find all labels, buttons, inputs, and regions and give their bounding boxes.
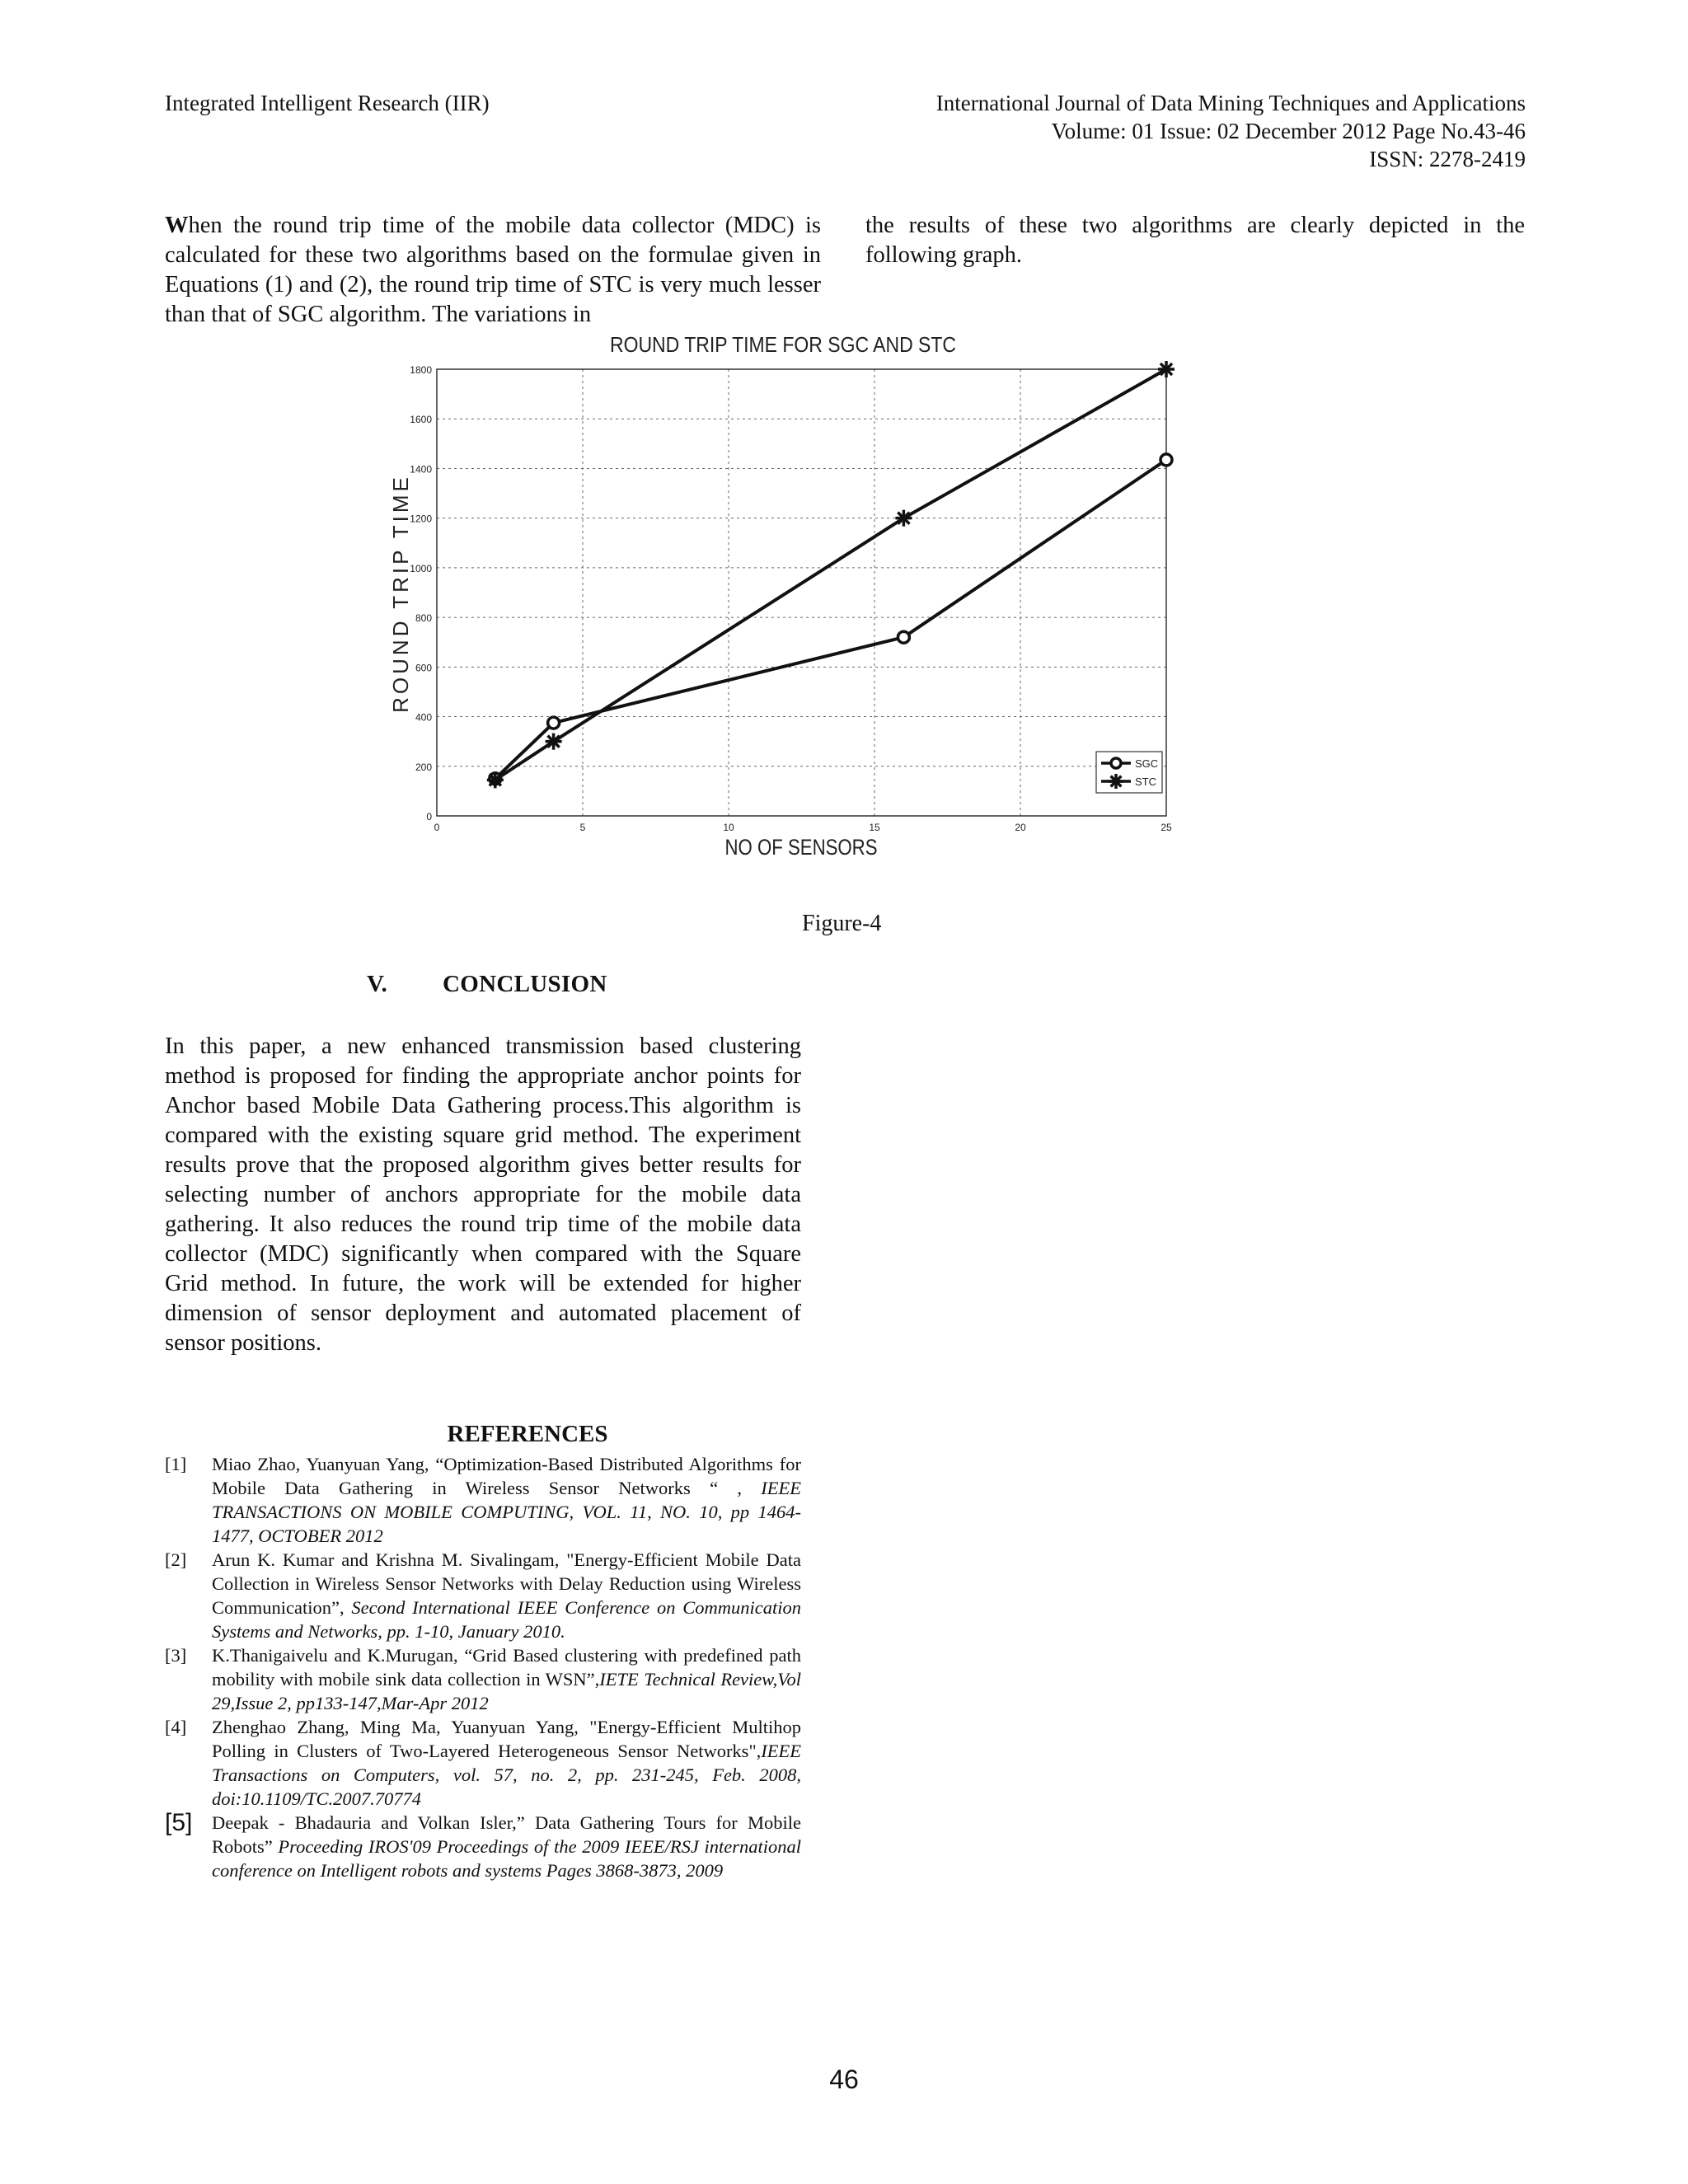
data-point-sgc: [898, 631, 909, 643]
reference-authors-title: Deepak - Bhadauria and Volkan Isler,” Data Gathering Tours for Mobile Robots”: [212, 1812, 801, 1857]
reference-venue: IEEE TRANSACTIONS ON MOBILE COMPUTING, VOL. 11, NO. 10, pp 1464-1477, OCTOBER 2012: [212, 1478, 801, 1546]
data-point-stc: [546, 733, 562, 750]
chart-title: ROUND TRIP TIME FOR SGC AND STC: [610, 332, 956, 357]
data-point-sgc: [1160, 454, 1172, 466]
reference-number: [4]: [165, 1717, 187, 1737]
reference-text: [212, 1548, 801, 1643]
journal-info: [784, 89, 1526, 173]
page-number: 46: [829, 2064, 859, 2094]
references-list: [165, 1452, 801, 1882]
y-tick-label: 0: [426, 811, 432, 823]
reference-item: [165, 1643, 801, 1715]
reference-item: [165, 1452, 801, 1548]
x-tick-label: 0: [434, 822, 440, 833]
journal-issn: ISSN: 2278-2419: [1369, 147, 1526, 171]
intro-paragraph-right: the results of these two algorithms are clearly depicted in the following graph.: [865, 213, 1525, 268]
data-point-stc: [487, 771, 504, 788]
reference-text: [212, 1811, 801, 1882]
conclusion-paragraph: In this paper, a new enhanced transmission based clustering method is proposed for finding the appropriate anchor points for Anchor based Mobile Data Gathering process.This algorithm is compared with the existing square grid method. The experiment results prove that the proposed algorithm gives better results for selecting number of anchors appropriate for the mobile data gathering. It also reduces the round trip time of the mobile data collector (MDC) significantly when compared with the Square Grid method. In future, the work will be extended for higher dimension of sensor deployment and automated placement of sensor positions.: [165, 1033, 801, 1356]
legend-label: STC: [1135, 776, 1156, 788]
x-tick-label: 5: [579, 822, 586, 833]
journal-title: International Journal of Data Mining Techniques and Applications: [935, 91, 1526, 115]
x-tick-label: 10: [723, 822, 734, 833]
series-layer: [487, 361, 1175, 788]
y-axis-ticks: [410, 364, 432, 823]
x-axis-ticks: [434, 822, 1172, 833]
reference-number: [3]: [165, 1645, 187, 1666]
reference-text: [212, 1715, 801, 1811]
y-tick-label: 600: [415, 662, 432, 674]
reference-authors-title: Miao Zhao, Yuanyuan Yang, “Optimization-Based Distributed Algorithms for Mobile Data Gathering in Wireless Sensor Networks “ ,: [212, 1454, 801, 1498]
data-point-stc: [1158, 361, 1175, 377]
reference-authors-title: Arun K. Kumar and Krishna M. Sivalingam, "Energy-Efficient Mobile Data Collection in Wireless Sensor Networks with Delay Reduction using Wireless Communication”,: [212, 1549, 801, 1618]
reference-item: [165, 1715, 801, 1811]
reference-venue: IETE Technical Review,Vol 29,Issue 2, pp133-147,Mar-Apr 2012: [212, 1669, 801, 1713]
x-tick-label: 20: [1015, 822, 1026, 833]
series-line-stc: [495, 369, 1166, 780]
data-point-stc: [895, 510, 912, 527]
intro-left-text: hen the round trip time of the mobile data collector (MDC) is calculated for these two algorithms based on the formulae given in Equations (1) and (2), the round trip time of STC is very much lesser than that of SGC algorithm. The variations in: [165, 213, 821, 327]
y-tick-label: 1600: [410, 414, 432, 426]
y-tick-label: 400: [415, 711, 432, 724]
x-tick-label: 25: [1160, 822, 1172, 833]
section-heading: [367, 971, 607, 998]
journal-short-name: Integrated Intelligent Research (IIR): [165, 91, 490, 115]
section-number: V.: [367, 971, 388, 997]
reference-number: [2]: [165, 1549, 187, 1570]
y-axis-label: ROUND TRIP TIME: [388, 474, 413, 713]
reference-authors-title: Zhenghao Zhang, Ming Ma, Yuanyuan Yang, "Energy-Efficient Multihop Polling in Clusters of Two-Layered Heterogeneous Sensor Networks",: [212, 1717, 801, 1761]
reference-venue: Proceeding IROS'09 Proceedings of the 2009 IEEE/RSJ international conference on Intelligent robots and systems Pages 3868-3873, 2009: [212, 1836, 801, 1881]
reference-number: [1]: [165, 1454, 187, 1474]
drop-letter: W: [165, 213, 189, 238]
y-tick-label: 200: [415, 761, 432, 773]
legend-marker-circle: [1111, 758, 1121, 768]
chart-legend: [1096, 752, 1162, 793]
y-tick-label: 1800: [410, 364, 432, 376]
references-heading: REFERENCES: [447, 1421, 608, 1447]
reference-venue: IEEE Transactions on Computers, vol. 57, no. 2, pp. 231-245, Feb. 2008, doi:10.1109/TC.2007.70774: [212, 1741, 801, 1809]
reference-item: [165, 1811, 801, 1882]
reference-venue: Second International IEEE Conference on Communication Systems and Networks, pp. 1-10, January 2010.: [212, 1597, 801, 1642]
plot-area-frame: [437, 369, 1166, 816]
reference-authors-title: K.Thanigaivelu and K.Murugan, “Grid Based clustering with predefined path mobility with mobile sink data collection in WSN”,: [212, 1645, 801, 1690]
data-point-sgc: [548, 717, 560, 729]
y-tick-label: 1400: [410, 463, 432, 476]
legend-marker-star: [1109, 774, 1123, 789]
series-line-sgc: [495, 460, 1166, 779]
reference-text: [212, 1643, 801, 1715]
journal-volume: Volume: 01 Issue: 02 December 2012 Page No.43-46: [1051, 119, 1526, 143]
reference-item: [165, 1548, 801, 1643]
section-title: CONCLUSION: [443, 971, 607, 997]
y-tick-label: 800: [415, 612, 432, 625]
intro-paragraph-left: [165, 211, 821, 330]
chart-grid: [437, 369, 1166, 816]
reference-number: [5]: [165, 1809, 193, 1836]
legend-label: SGC: [1135, 757, 1159, 770]
figure-caption: Figure-4: [802, 911, 882, 936]
y-tick-label: 1000: [410, 562, 432, 574]
round-trip-chart: [375, 326, 1199, 886]
x-axis-label: NO OF SENSORS: [724, 835, 878, 860]
reference-text: [212, 1452, 801, 1548]
x-tick-label: 15: [869, 822, 880, 833]
y-tick-label: 1200: [410, 513, 432, 525]
